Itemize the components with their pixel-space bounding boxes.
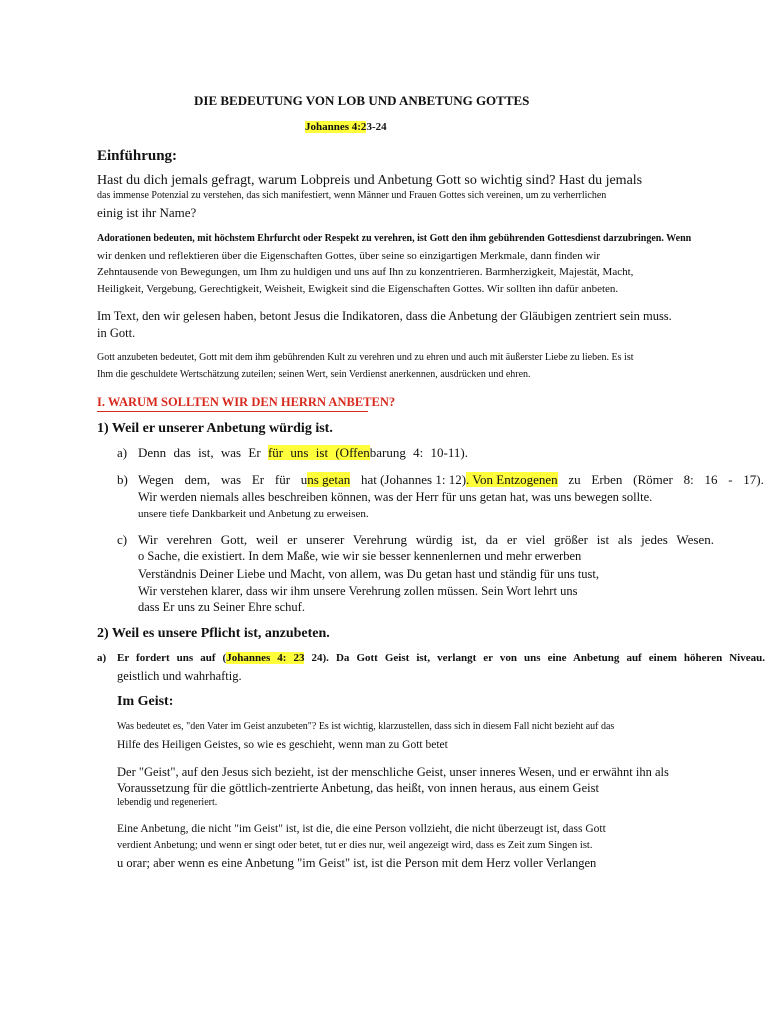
item-b-line-1 [138, 473, 764, 488]
worship-definition-line-1: Gott anzubeten bedeutet, Gott mit dem ihm gebührenden Kult zu verehren und zu ehren und auch mit äußerster Liebe zu lieben. Es ist [97, 352, 634, 363]
geist-definition-line-2: Voraussetzung für die göttlich-zentrierte Anbetung, das heißt, von innen heraus, aus einem Geist [117, 781, 599, 795]
item-b-line-2: Wir werden niemals alles beschreiben können, was der Herr für uns getan hat, was uns bewegen sollte. [138, 490, 653, 504]
point-2-a-line-2: geistlich und wahrhaftig. [117, 669, 242, 683]
item-a-marker: a) [117, 445, 128, 460]
item-b-word: für [274, 472, 291, 487]
item-b-word: - [728, 472, 733, 487]
text-paragraph-line-2: in Gott. [97, 326, 136, 340]
item-b-word: was [220, 472, 242, 487]
item-a-pre: Denn das ist, was Er [138, 445, 268, 460]
item-b-highlight-2: . Von Entzogenen [466, 472, 558, 487]
reference-highlight: Johannes 4:2 [305, 121, 367, 133]
item-c-line-2: o Sache, die existiert. In dem Maße, wie wir sie besser kennenlernen und mehr erwerben [138, 549, 582, 563]
geist-question-line-1: Was bedeutet es, "den Vater im Geist anzubeten"? Es ist wichtig, klarzustellen, dass sich in diesem Fall nicht bezieht auf das [117, 721, 615, 732]
section-1-underline [97, 411, 368, 412]
item-c-line-3: Verständnis Deiner Liebe und Macht, von allem, was Du getan hast und ständig für uns tust, [138, 567, 600, 581]
im-geist-heading: Im Geist: [117, 694, 174, 709]
intro-line-1: Hast du dich jemals gefragt, warum Lobpreis und Anbetung Gott so wichtig sind? Hast du jemals [97, 173, 643, 188]
item-b-word: 17). [743, 472, 764, 487]
text-paragraph-line-1: Im Text, den wir gelesen haben, betont Jesus die Indikatoren, dass die Anbetung der Gläubigen zentriert sein muss. [97, 309, 672, 323]
point-2-heading: 2) Weil es unsere Pflicht ist, anzubeten. [97, 626, 330, 641]
item-a-text [138, 446, 468, 461]
item-b-word: (Römer [633, 472, 673, 487]
item-a-post: barung 4: 10-11). [369, 445, 468, 460]
item-b-highlight-group-2 [361, 473, 558, 488]
item-b-highlight-1: ns getan [307, 472, 351, 487]
item-b-word: 8: [683, 472, 694, 487]
item-b-word: zu [568, 472, 581, 487]
item-b-word: 16 [704, 472, 718, 487]
item-b-highlight-group [301, 473, 350, 488]
geist-question-line-2: Hilfe des Heiligen Geistes, so wie es geschieht, wenn man zu Gott betet [117, 739, 448, 751]
geist-end-line-1: Eine Anbetung, die nicht "im Geist" ist, ist die, die eine Person vollzieht, die nicht überzeugt ist, dass Gott [117, 823, 606, 835]
point-1-heading: 1) Weil er unserer Anbetung würdig ist. [97, 421, 333, 436]
geist-end-line-2: verdient Anbetung; und wenn er singt oder betet, tut er dies nur, weil angezeigt wird, dass es Zeit zum Singen ist. [117, 840, 593, 851]
point-2-a-pre: Er fordert uns auf ( [117, 652, 227, 664]
item-b-line-3: unsere tiefe Dankbarkeit und Anbetung zu erweisen. [138, 508, 369, 520]
item-b-marker: b) [117, 472, 128, 487]
intro-heading: Einführung: [97, 148, 178, 164]
item-b-word: Wegen [138, 472, 174, 487]
page-title: DIE BEDEUTUNG VON LOB UND ANBETUNG GOTTES [194, 93, 530, 108]
geist-definition-line-1: Der "Geist", auf den Jesus sich bezieht, ist der menschliche Geist, unser inneres Wesen, und er erwähnt ihn als [117, 765, 669, 779]
item-c-line-4: Wir verstehen klarer, dass wir ihm unsere Verehrung zollen müssen. Sein Wort lehrt uns [138, 584, 578, 598]
item-b-word: u [300, 472, 308, 487]
adoration-line-4: Heiligkeit, Vergebung, Gerechtigkeit, Weisheit, Ewigkeit sind die Eigenschaften Gottes. Wir sollten ihn dafür anbeten. [97, 283, 619, 295]
adoration-line-1: Adorationen bedeuten, mit höchstem Ehrfurcht oder Respekt zu verehren, ist Gott den ihm gebührenden Gottesdienst darzubringen. Wenn [97, 233, 692, 244]
point-2-a-marker: a) [97, 652, 107, 664]
item-a-highlight: für uns ist (Offen [267, 445, 370, 460]
item-c-line-1: Wir verehren Gott, weil er unserer Verehrung würdig ist, da er viel größer ist als jedes Wesen. [138, 532, 714, 547]
scripture-reference [305, 121, 387, 134]
item-c-marker: c) [117, 532, 128, 547]
section-1-heading: I. WARUM SOLLTEN WIR DEN HERRN ANBETEN? [97, 395, 396, 409]
reference-rest: 3-24 [366, 121, 387, 133]
point-2-a-post: 24). Da Gott Geist ist, verlangt er von uns eine Anbetung auf einem höheren Niveau. [304, 652, 765, 664]
item-b-word: Erben [591, 472, 623, 487]
item-b-word: hat (Johannes 1: 12) [360, 472, 467, 487]
item-c-line-5: dass Er uns zu Seiner Ehre schuf. [138, 600, 305, 614]
geist-definition-line-3: lebendig und regeneriert. [117, 797, 218, 808]
adoration-line-3: Zehntausende von Bewegungen, um Ihm zu huldigen und uns auf Ihn zu konzentrieren. Barmherzigkeit, Majestät, Macht, [97, 266, 634, 278]
adoration-line-2: wir denken und reflektieren über die Eigenschaften Gottes, über seine so einzigartigen Merkmale, dann finden wir [97, 250, 601, 262]
point-2-a-line-1 [117, 652, 765, 665]
item-b-word: Er [251, 472, 265, 487]
point-2-a-highlight: Johannes 4: 23 [226, 652, 305, 664]
intro-line-2: das immense Potenzial zu verstehen, das sich manifestiert, wenn Männer und Frauen Gottes sich vereinen, um zu verherrlichen [97, 190, 607, 201]
item-b-word: dem, [184, 472, 211, 487]
geist-end-line-3: u orar; aber wenn es eine Anbetung "im Geist" ist, ist die Person mit dem Herz voller Verlangen [117, 856, 597, 870]
intro-line-3: einig ist ihr Name? [97, 205, 197, 220]
worship-definition-line-2: Ihm die geschuldete Wertschätzung zuteilen; seinen Wert, sein Verdienst anerkennen, ausdrücken und ehren. [97, 369, 531, 380]
